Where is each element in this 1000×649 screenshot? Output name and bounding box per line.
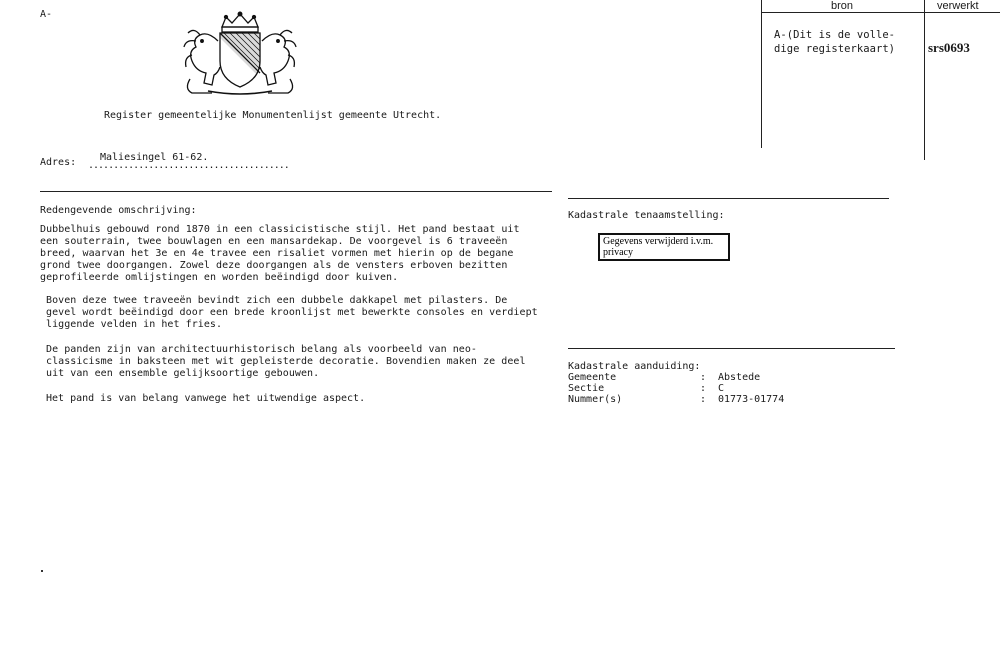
- aanduiding-heading: Kadastrale aanduiding:: [568, 361, 701, 372]
- description-paragraph-1: [40, 224, 520, 284]
- address-label: Adres:: [40, 157, 77, 168]
- description-line: gevel wordt beëindigd door een brede kroonlijst met bewerkte consoles en verdiept: [46, 307, 538, 318]
- aanduiding-colon: :: [700, 372, 707, 383]
- description-line: Dubbelhuis gebouwd rond 1870 in een classicistische stijl. Het pand bestaat uit: [40, 224, 520, 235]
- aanduiding-table: [568, 372, 784, 405]
- bron-table-header-rule: [761, 12, 1000, 13]
- description-line: breed, waarvan het 3e en 4e travee een risaliet vormen met hierin op de begane: [40, 248, 514, 259]
- address-value: Maliesingel 61-62.: [100, 152, 209, 163]
- aanduiding-colon: :: [700, 394, 707, 405]
- scan-speck: [41, 570, 43, 572]
- aanduiding-colon: :: [700, 383, 707, 394]
- aanduiding-value: Abstede: [718, 372, 761, 383]
- bron-table-left-border: [761, 0, 762, 148]
- bron-value: [774, 28, 895, 56]
- aanduiding-row-gemeente: [568, 372, 784, 383]
- aanduiding-value: 01773-01774: [718, 394, 785, 405]
- description-paragraph-2: [46, 295, 538, 331]
- aanduiding-value: C: [718, 383, 725, 394]
- verwerkt-column-header: verwerkt: [937, 0, 979, 12]
- aanduiding-top-rule: [568, 348, 895, 349]
- utrecht-coat-of-arms-icon: [178, 11, 302, 97]
- address-dots: ........................................: [88, 160, 289, 171]
- aanduiding-key: Sectie: [568, 383, 605, 394]
- bron-value-line-2: dige registerkaart): [774, 43, 896, 55]
- description-line: grond twee doorgangen. Zowel deze doorgangen als de vensters erboven bezitten: [40, 260, 508, 271]
- bron-value-line-1: A-(Dit is de volle-: [774, 29, 896, 41]
- aanduiding-key: Gemeente: [568, 372, 617, 383]
- aanduiding-row-sectie: [568, 383, 784, 394]
- description-line: uit van een ensemble gelijksoortige gebouwen.: [46, 368, 320, 379]
- aanduiding-key: Nummer(s): [568, 394, 623, 405]
- aanduiding-row-nummers: [568, 394, 784, 405]
- address-divider: [40, 191, 552, 192]
- card-code: A-: [40, 9, 53, 20]
- privacy-line-1: Gegevens verwijderd i.v.m.: [603, 236, 714, 247]
- bron-column-header: bron: [831, 0, 854, 12]
- description-line: een souterrain, twee bouwlagen en een mansardekap. De voorgevel is 6 traveeën: [40, 236, 508, 247]
- description-paragraph-3: [46, 344, 526, 380]
- privacy-redaction-box: [598, 233, 730, 261]
- verwerkt-value: srs0693: [928, 40, 970, 55]
- description-line: De panden zijn van architectuurhistorisch belang als voorbeeld van neo-: [46, 344, 478, 355]
- description-heading: Redengevende omschrijving:: [40, 205, 197, 216]
- description-line: geprofileerde omlijstingen en worden beëindigd door kuiven.: [40, 272, 399, 283]
- bron-table-divider: [924, 0, 925, 160]
- tenaamstelling-top-rule: [568, 198, 889, 199]
- tenaamstelling-heading: Kadastrale tenaamstelling:: [568, 210, 725, 221]
- description-line: classicisme in baksteen met wit gepleisterde decoratie. Bovendien maken ze deel: [46, 356, 526, 367]
- description-paragraph-4: Het pand is van belang vanwege het uitwendige aspect.: [46, 393, 366, 404]
- description-line: liggende velden in het fries.: [46, 319, 223, 330]
- privacy-line-2: privacy: [603, 247, 633, 258]
- page-title: Register gemeentelijke Monumentenlijst gemeente Utrecht.: [104, 110, 442, 121]
- description-line: Boven deze twee traveeën bevindt zich een dubbele dakkapel met pilasters. De: [46, 295, 508, 306]
